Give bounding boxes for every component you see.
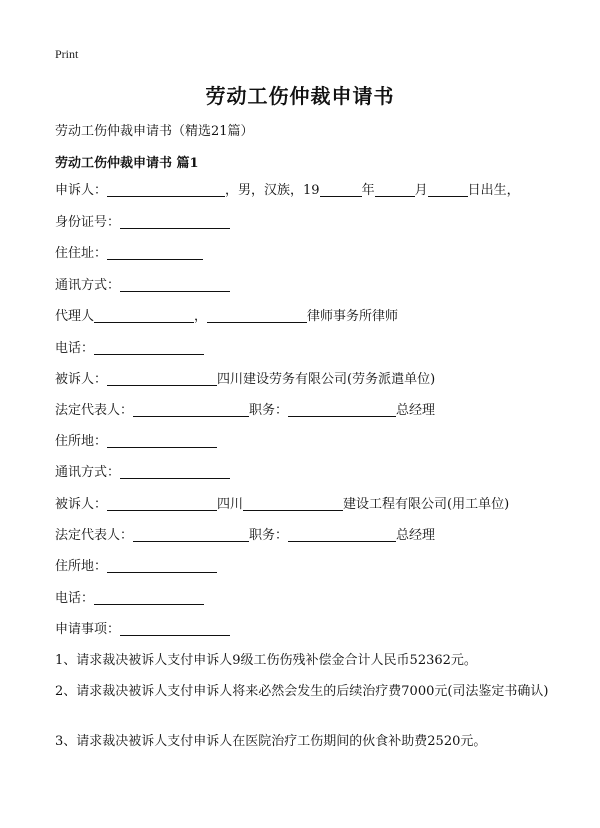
applicant-century: 19 bbox=[303, 183, 320, 198]
respondent2-mid-blank bbox=[243, 496, 343, 511]
respondent1-blank bbox=[107, 371, 217, 386]
contact2-blank bbox=[120, 464, 230, 479]
birth-year-label: 年 bbox=[361, 183, 375, 198]
request-item-1: 1、请求裁决被诉人支付申诉人9级工伤伤残补偿金合计人民币52362元。 bbox=[55, 653, 477, 668]
law-firm-blank bbox=[207, 308, 307, 323]
request-item-2: 2、请求裁决被诉人支付申诉人将来必然会发生的后续治疗费7000元(司法鉴定书确认) bbox=[55, 684, 549, 699]
applicant-line bbox=[55, 182, 520, 200]
contact-line bbox=[55, 277, 230, 295]
respondent2-part2: 建设工程有限公司(用工单位) bbox=[343, 497, 510, 512]
contact2-label: 通讯方式： bbox=[55, 465, 121, 480]
respondent1-name: 四川建设劳务有限公司(劳务派遣单位) bbox=[217, 372, 436, 387]
legal-rep-blank bbox=[133, 402, 249, 417]
residence2-label: 住所地： bbox=[55, 559, 108, 574]
birth-month-label: 月 bbox=[414, 183, 428, 198]
address-line bbox=[55, 245, 203, 263]
respondent2-line bbox=[55, 496, 509, 514]
address-blank bbox=[107, 245, 203, 260]
contact-label: 通讯方式： bbox=[55, 278, 121, 293]
residence-line bbox=[55, 433, 217, 451]
matters-blank bbox=[120, 621, 230, 636]
id-number-label: 身份证号： bbox=[55, 215, 121, 230]
legal-rep-label: 法定代表人： bbox=[55, 403, 134, 418]
agent-separator: ， bbox=[194, 309, 208, 324]
matters-label: 申请事项： bbox=[55, 622, 121, 637]
respondent2-part1: 四川 bbox=[217, 497, 244, 512]
legal-rep-line bbox=[55, 402, 435, 420]
respondent2-blank bbox=[107, 496, 217, 511]
phone2-label: 电话： bbox=[55, 591, 95, 606]
agent-label: 代理人 bbox=[55, 309, 95, 324]
residence-blank bbox=[107, 433, 217, 448]
matters-line bbox=[55, 621, 230, 639]
phone2-blank bbox=[94, 590, 204, 605]
birth-year-blank bbox=[320, 182, 362, 197]
position2-blank bbox=[288, 527, 396, 542]
applicant-name-blank bbox=[107, 182, 225, 197]
residence2-blank bbox=[107, 558, 217, 573]
document-subtitle: 劳动工伤仲裁申请书（精选21篇） bbox=[55, 124, 254, 139]
document-title: 劳动工伤仲裁申请书 bbox=[205, 84, 395, 108]
address-label: 住住址： bbox=[55, 246, 108, 261]
law-firm-suffix: 律师事务所律师 bbox=[307, 309, 399, 324]
phone2-line bbox=[55, 590, 204, 608]
position-value: 总经理 bbox=[396, 403, 436, 418]
residence2-line bbox=[55, 558, 217, 576]
birth-month-blank bbox=[375, 182, 415, 197]
applicant-gender-ethnicity: ，男，汉族， bbox=[225, 183, 304, 198]
position2-label: 职务： bbox=[249, 528, 289, 543]
birth-day-label: 日出生， bbox=[467, 183, 520, 198]
print-link[interactable]: Print bbox=[55, 47, 79, 61]
agent-line bbox=[55, 308, 398, 326]
legal-rep2-blank bbox=[133, 527, 249, 542]
contact2-line bbox=[55, 464, 230, 482]
position-blank bbox=[288, 402, 396, 417]
respondent1-line bbox=[55, 371, 435, 389]
legal-rep2-line bbox=[55, 527, 435, 545]
position2-value: 总经理 bbox=[396, 528, 436, 543]
residence-label: 住所地： bbox=[55, 434, 108, 449]
request-item-3: 3、请求裁决被诉人支付申诉人在医院治疗工伤期间的伙食补助费2520元。 bbox=[55, 734, 487, 749]
applicant-label: 申诉人： bbox=[55, 183, 108, 198]
id-number-line bbox=[55, 214, 230, 232]
respondent1-label: 被诉人： bbox=[55, 372, 108, 387]
position-label: 职务： bbox=[249, 403, 289, 418]
phone-label: 电话： bbox=[55, 341, 95, 356]
birth-day-blank bbox=[428, 182, 468, 197]
respondent2-label: 被诉人： bbox=[55, 497, 108, 512]
section-heading: 劳动工伤仲裁申请书 篇1 bbox=[55, 156, 199, 171]
id-number-blank bbox=[120, 214, 230, 229]
legal-rep2-label: 法定代表人： bbox=[55, 528, 134, 543]
agent-name-blank bbox=[94, 308, 194, 323]
phone-blank bbox=[94, 340, 204, 355]
contact-blank bbox=[120, 277, 230, 292]
phone-line bbox=[55, 340, 204, 358]
